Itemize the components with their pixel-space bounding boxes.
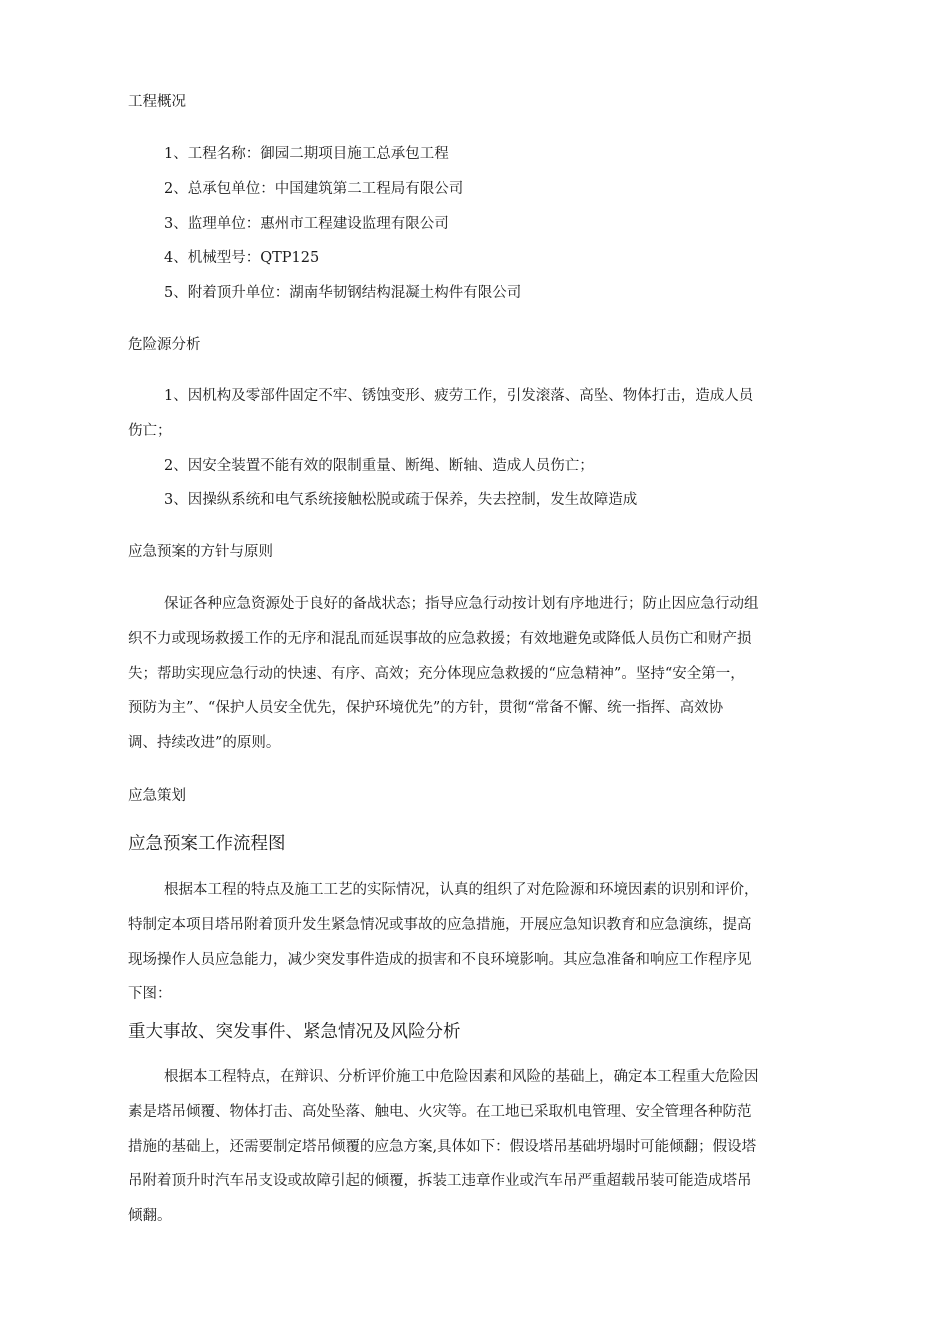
overview-heading: 工程概况 — [128, 94, 186, 110]
paragraph-line: 根据本工程特点，在辩识、分析评价施工中危险因素和风险的基础上，确定本工程重大危险因 — [164, 1069, 759, 1085]
overview-item: 4、机械型号：QTP125 — [164, 250, 320, 266]
overview-item: 3、监理单位：惠州市工程建设监理有限公司 — [164, 216, 449, 232]
paragraph-line: 保证各种应急资源处于良好的备战状态；指导应急行动按计划有序地进行；防止因应急行动组 — [164, 596, 759, 612]
hazard-item: 3、因操纵系统和电气系统接触松脱或疏于保养，失去控制，发生故障造成 — [164, 492, 638, 508]
hazard-heading: 危险源分析 — [128, 337, 201, 353]
principles-paragraph — [128, 587, 828, 761]
paragraph-line: 措施的基础上，还需要制定塔吊倾覆的应急方案,具体如下：假设塔吊基础坍塌时可能倾翻；假设塔 — [128, 1138, 757, 1155]
paragraph-line: 倾翻。 — [128, 1208, 172, 1225]
planning-heading: 应急策划 — [128, 788, 186, 804]
flowchart-paragraph — [128, 873, 828, 1012]
paragraph-line: 素是塔吊倾覆、物体打击、高处坠落、触电、火灾等。在工地已采取机电管理、安全管理各种防范 — [128, 1103, 752, 1120]
risk-paragraph — [128, 1060, 828, 1234]
risk-heading: 重大事故、突发事件、紧急情况及风险分析 — [128, 1022, 461, 1042]
paragraph-line: 根据本工程的特点及施工工艺的实际情况，认真的组织了对危险源和环境因素的识别和评价， — [164, 882, 759, 898]
paragraph-line: 吊附着顶升时汽车吊支设或故障引起的倾覆，拆装工违章作业或汽车吊严重超载吊装可能造成塔吊 — [128, 1173, 752, 1190]
paragraph-line: 特制定本项目塔吊附着顶升发生紧急情况或事故的应急措施，开展应急知识教育和应急演练，提高 — [128, 916, 752, 933]
flowchart-heading: 应急预案工作流程图 — [128, 834, 286, 854]
paragraph-line: 失；帮助实现应急行动的快速、有序、高效；充分体现应急救援的“应急精神”。坚持“安全第一， — [128, 665, 745, 682]
principles-heading: 应急预案的方针与原则 — [128, 544, 273, 560]
paragraph-line: 现场操作人员应急能力，减少突发事件造成的损害和不良环境影响。其应急准备和响应工作程序见 — [128, 951, 752, 968]
paragraph-line: 织不力或现场救援工作的无序和混乱而延误事故的应急救援；有效地避免或降低人员伤亡和财产损 — [128, 630, 752, 647]
paragraph-line: 下图： — [128, 986, 172, 1003]
paragraph-line: 预防为主”、“保护人员安全优先，保护环境优先”的方针，贯彻“常备不懈、统一指挥、高效协 — [128, 700, 724, 717]
hazard-item: 1、因机构及零部件固定不牢、锈蚀变形、疲劳工作，引发滚落、高坠、物体打击，造成人员 — [164, 388, 754, 404]
overview-item: 2、总承包单位：中国建筑第二工程局有限公司 — [164, 181, 464, 197]
overview-item: 5、附着顶升单位：湖南华韧钢结构混凝土构件有限公司 — [164, 285, 522, 301]
paragraph-line: 调、持续改进”的原则。 — [128, 735, 281, 752]
hazard-item-continuation: 伤亡； — [128, 423, 172, 439]
overview-item: 1、工程名称：御园二期项目施工总承包工程 — [164, 146, 449, 162]
hazard-item: 2、因安全装置不能有效的限制重量、断绳、断轴、造成人员伤亡； — [164, 458, 594, 474]
